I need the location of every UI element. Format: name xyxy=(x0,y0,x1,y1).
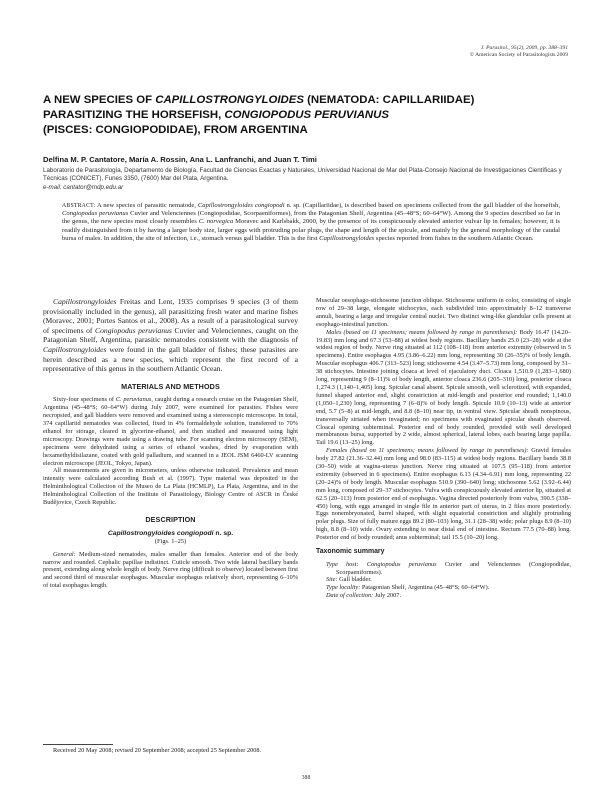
field-label: Date of collection: xyxy=(326,592,374,600)
title-species: CONGIOPODUS PERUVIANUS xyxy=(224,109,389,122)
body-text: Cuvier and Velenciennes, caught on the Patagonian Shelf, Argentina, parasitic nematodes consistent with the diagnosis of xyxy=(43,325,298,345)
abstract xyxy=(62,202,560,243)
footnote-rule xyxy=(43,744,113,745)
taxon: Capillostrongyloides xyxy=(53,297,117,306)
abstract-text: Cuvier and Velenciennes (Congiopodidae, Scorpaeniformes), from the Patagonian Shelf, Argentina (45–48°S; 60–64°W). Among the 9 species described so far in the genus, the new species most closely resembles xyxy=(62,210,561,226)
right-column xyxy=(316,297,571,600)
paragraph-label: General: xyxy=(53,550,76,558)
field-value: Cuvier and Velenciennes (Congiopodidae, Scorpaeniformes). xyxy=(336,560,571,576)
abstract-text: Moravec and Karlsbakk, 2000, by the presence of its conspicuously elevated anterior vulvar lip in females; however, it is readily distinguished from it by having a larger body size, larger eggs with protruding polar plugs, the shape and length of the spicule, and mainly by the general morphology of the caudal bursa of males. In addition, the site of infection, i.e., stomach versus gall bladder. This is the first xyxy=(62,218,560,242)
type-locality xyxy=(326,584,571,592)
females-paragraph xyxy=(316,447,571,542)
methods-paragraph xyxy=(43,396,298,467)
abstract-text: A new species of parasitic nematode, xyxy=(95,202,198,209)
field-label: Site: xyxy=(326,576,338,584)
body-text: , caught during a research cruise on the Patagonian Shelf, Argentina (45–48°S; 60–64°W) during July 2007, were examined for parasites. Fishes were necropsied, and gall bladders were removed and examined using a stereoscopic microscope. In total, 374 capillariid nematodes was collected, fixed in 4% formaldehyde solution, transferred to 70% ethanol for storage, cleared in glycerine-ethanol, and then studied and measured using light microscopy. Drawings were made using a drawing tube. For scanning electron microscopy (SEM), specimens were dehydrated using a series of ethanol washes, dried by evaporation with hexamethyldisilazane, coated with gold palladium, and scanned in a JEOL JSM 6460-LV scanning electron microscope (JEOL, Tokyo, Japan). xyxy=(43,396,298,467)
paragraph-label: Males (based on 11 specimens; means followed by range in parentheses): xyxy=(326,328,518,336)
journal-citation: J. Parasitol., 95(2), 2009, pp. 388–391 xyxy=(480,45,568,51)
continued-paragraph: Muscular oesophago-stichosome junction oblique. Stichosome uniform in color, consisting of single row of 29–38 large, elongate stichocytes, each subdivided into approximately 8–12 transverse annuli, bearing a large and irregular central nuclei. Two distinct wing-like glandular cells present at esophago-intestinal junction. xyxy=(316,297,571,328)
males-paragraph xyxy=(316,329,571,448)
left-column xyxy=(43,297,298,590)
paragraph-label: Females (based on 11 specimens; means followed by range in parentheses): xyxy=(326,447,529,455)
affiliation-text: Laboratorio de Parasitología, Departamento de Biología, Facultad de Ciencias Exactas y Naturales, Universidad Nacional de Mar del Plata-Consejo Nacional de Investigaciones Científicas y Técnicas (CONICET), Funes 3350, (7600) Mar del Plata, Argentina. xyxy=(43,167,562,183)
taxonomy-heading: Taxonomic summary xyxy=(316,548,385,556)
type-host xyxy=(326,561,571,577)
affiliation xyxy=(43,167,573,192)
site xyxy=(326,576,571,584)
title-text: (NEMATODA: CAPILLARIIDAE) xyxy=(303,94,475,106)
taxon: C. peruvianus xyxy=(115,396,152,404)
author-list: Delfina M. P. Cantatore, María A. Rossin, Ana L. Lanfranchi, and Juan T. Timi xyxy=(43,155,317,164)
taxon: Congiopodus peruvianus xyxy=(95,325,172,335)
abstract-label: ABSTRACT: xyxy=(62,203,96,209)
description-heading: DESCRIPTION xyxy=(145,514,196,524)
field-label: Type locality: xyxy=(326,584,361,592)
species-suffix: n. sp. xyxy=(213,529,234,537)
journal-header xyxy=(470,45,568,60)
field-value: July 2007. xyxy=(373,592,402,600)
field-value: Gall bladder. xyxy=(337,576,372,584)
author-email: e-mail: cantator@mdp.edu.ar xyxy=(43,183,124,191)
taxon: Congiopodus peruvianus xyxy=(366,560,437,568)
abstract-taxon: Capillostrongyloides xyxy=(319,234,375,242)
journal-copyright: © American Society of Parasitologists 2009 xyxy=(469,52,568,59)
field-value: Patagonian Shelf, Argentina (45–48°S; 60–64°W). xyxy=(360,584,490,592)
body-text: were found in the gall bladder of fishes; these parasites are herein described as a new species, which represent the first record of a representative of this genus in the southern Atlantic Ocean. xyxy=(43,344,298,374)
body-text: Body 16.47 (14.20–19.83) mm long and 67.3 (53–88) at widest body regions. Bacillary bands 25.0 (23–28) wide at the widest region of body. Nerve ring situated at 112 (108–118) from anterior extremity (observed in 5 specimens). Entire esophagus 4.95 (3.86–6.22) mm long, representing 30 (26–35)% of body length. Muscular esophagus 406.7 (313–523) long; stichosome 4.54 (3.47–5.73) mm long, composed by 31–38 stichocytes. Intestine joining cloaca at level of ejaculatory duct. Cloaca 1,510.9 (1,283–1,680) long, representing 9 (8–11)% of body length, anterior cloaca 236.6 (205–310) long, posterior cloaca 1,274.3 (1,140–1,405) long. Spicular canal absent. Spicule smooth, well sclerotized, with expanded, funnel shaped anterior end, slight constriction at mid-length and posterior end rounded; 1,140.0 (1,050–1,230) long, representing 7 (6–8)% of body length. Spicule 10.9 (10–13) wide at anterior end, 5.7 (5–8) at mid-length, and 8.8 (8–10) near tip, in ventral view. Spicular sheath nonspinous, transversally striated when invaginated; no specimens with evaginated spicular sheath observed. Cloacal opening subterminal. Posterior end of body rounded, provided with well developed membranous bursa, supported by 2 wide, almost spherical, lateral lobes, each bearing large papilla. Tail 19.6 (13–25) long. xyxy=(316,328,572,447)
field-label: Type host: xyxy=(326,560,359,568)
abstract-text: n. sp. (Capillariidae), is described based on specimens collected from the gall bladder of the horsefish, xyxy=(284,202,561,209)
abstract-taxon: C. norvegica xyxy=(198,218,234,226)
abstract-taxon: Capillostrongyloides congiopodi xyxy=(197,202,285,209)
collection-date xyxy=(326,592,571,600)
species-heading xyxy=(43,530,298,539)
taxon: Capillostrongyloides xyxy=(43,344,107,354)
abstract-taxon: Congiopodus peruvianus xyxy=(62,210,129,218)
general-paragraph xyxy=(43,551,298,591)
title-genus: CAPILLOSTRONGYLOIDES xyxy=(155,94,304,106)
body-text: Sixty-four specimens of xyxy=(53,396,116,404)
received-note: Received 20 May 2008; revised 20 September 2008; accepted 25 September 2008. xyxy=(53,747,262,754)
abstract-text: species reported from fishes in the southern Atlantic Ocean. xyxy=(374,234,534,242)
page-number: 388 xyxy=(301,775,311,781)
intro-paragraph xyxy=(43,297,298,374)
species-name: Capillostrongyloides congiopodi xyxy=(107,529,214,537)
methods-paragraph: All measurements are given in micrometers, unless otherwise indicated. Prevalence and mean intensity were calculated according Bush et al. (1997). Type material was deposited in the Helminthological Collection of the Museo de La Plata (HCMLP), La Plata, Argentina, and in the Helminthological Collection of the Institute of Parasitology, Biology Centre of ASCR in České Budějovice, Czech Republic. xyxy=(43,467,298,507)
methods-heading: MATERIALS AND METHODS xyxy=(121,381,220,391)
body-text: Medium-sized nematodes, males smaller than females. Anterior end of the body narrow and rounded. Cephalic papillae indistinct. Cuticle smooth. Two wide lateral bacillary bands present, extending along whole length of body. Nerve ring (difficult to observe) located between first and second third of muscular esophagus. Muscular esophagus relatively short, representing 6–10% of total esophagus length. xyxy=(43,550,298,590)
title-text: PARASITIZING THE HORSEFISH, xyxy=(43,109,225,122)
title-text: A NEW SPECIES OF xyxy=(43,94,156,106)
body-text: Freitas and Lent, 1935 comprises 9 species (3 of them provisionally included in the genus), all parasitizing fresh water and marine fishes (Moravec, 2001; Portes Santos et al., 2008). As a result of a parasitological survey of specimens of xyxy=(43,297,298,335)
title-text: (PISCES: CONGIOPODIDAE), FROM ARGENTINA xyxy=(43,124,308,137)
figure-reference: (Figs. 1–25) xyxy=(154,538,187,546)
article-title xyxy=(43,93,573,139)
taxonomic-summary xyxy=(316,561,571,601)
body-text: Gravid females body 27.82 (21.36–32.44) mm long and 98.0 (83–115) at widest body regions. Bacillary bands 38.8 (30–50) wide at vagina-uterus junction. Nerve ring situated at 107.5 (95–118) from anterior extremity (observed in 6 specimens). Entire esophagus 6.13 (4.34–6.91) mm long, representing 22 (20–24)% of body length. Muscular esophagus 510.9 (390–640) long; stichosome 5.62 (3.92–6.44) mm long, composed of 29–37 stichocytes. Vulva with conspicuously elevated anterior lip, situated at 62.5 (20–113) from posterior end of esophagus. Vagina directed posteriorly from vulva, 390.5 (338–450) long, with eggs arranged in single file in anterior part of uterus, in 2 files more posteriorly. Eggs nonembryonated, barrel shaped, with slight equatorial constriction and slightly protruding polar plugs. Size of fully mature eggs 89.2 (80–103) long, 31.1 (28–38) wide; polar plugs 8.9 (8–10) high, 8.8 (8–10) wide. Ovary extending to near distal end of intestine. Rectum 77.5 (70–88) long. Posterior end of body rounded; anus subterminal; tail 15.5 (10–20) long. xyxy=(316,447,571,542)
